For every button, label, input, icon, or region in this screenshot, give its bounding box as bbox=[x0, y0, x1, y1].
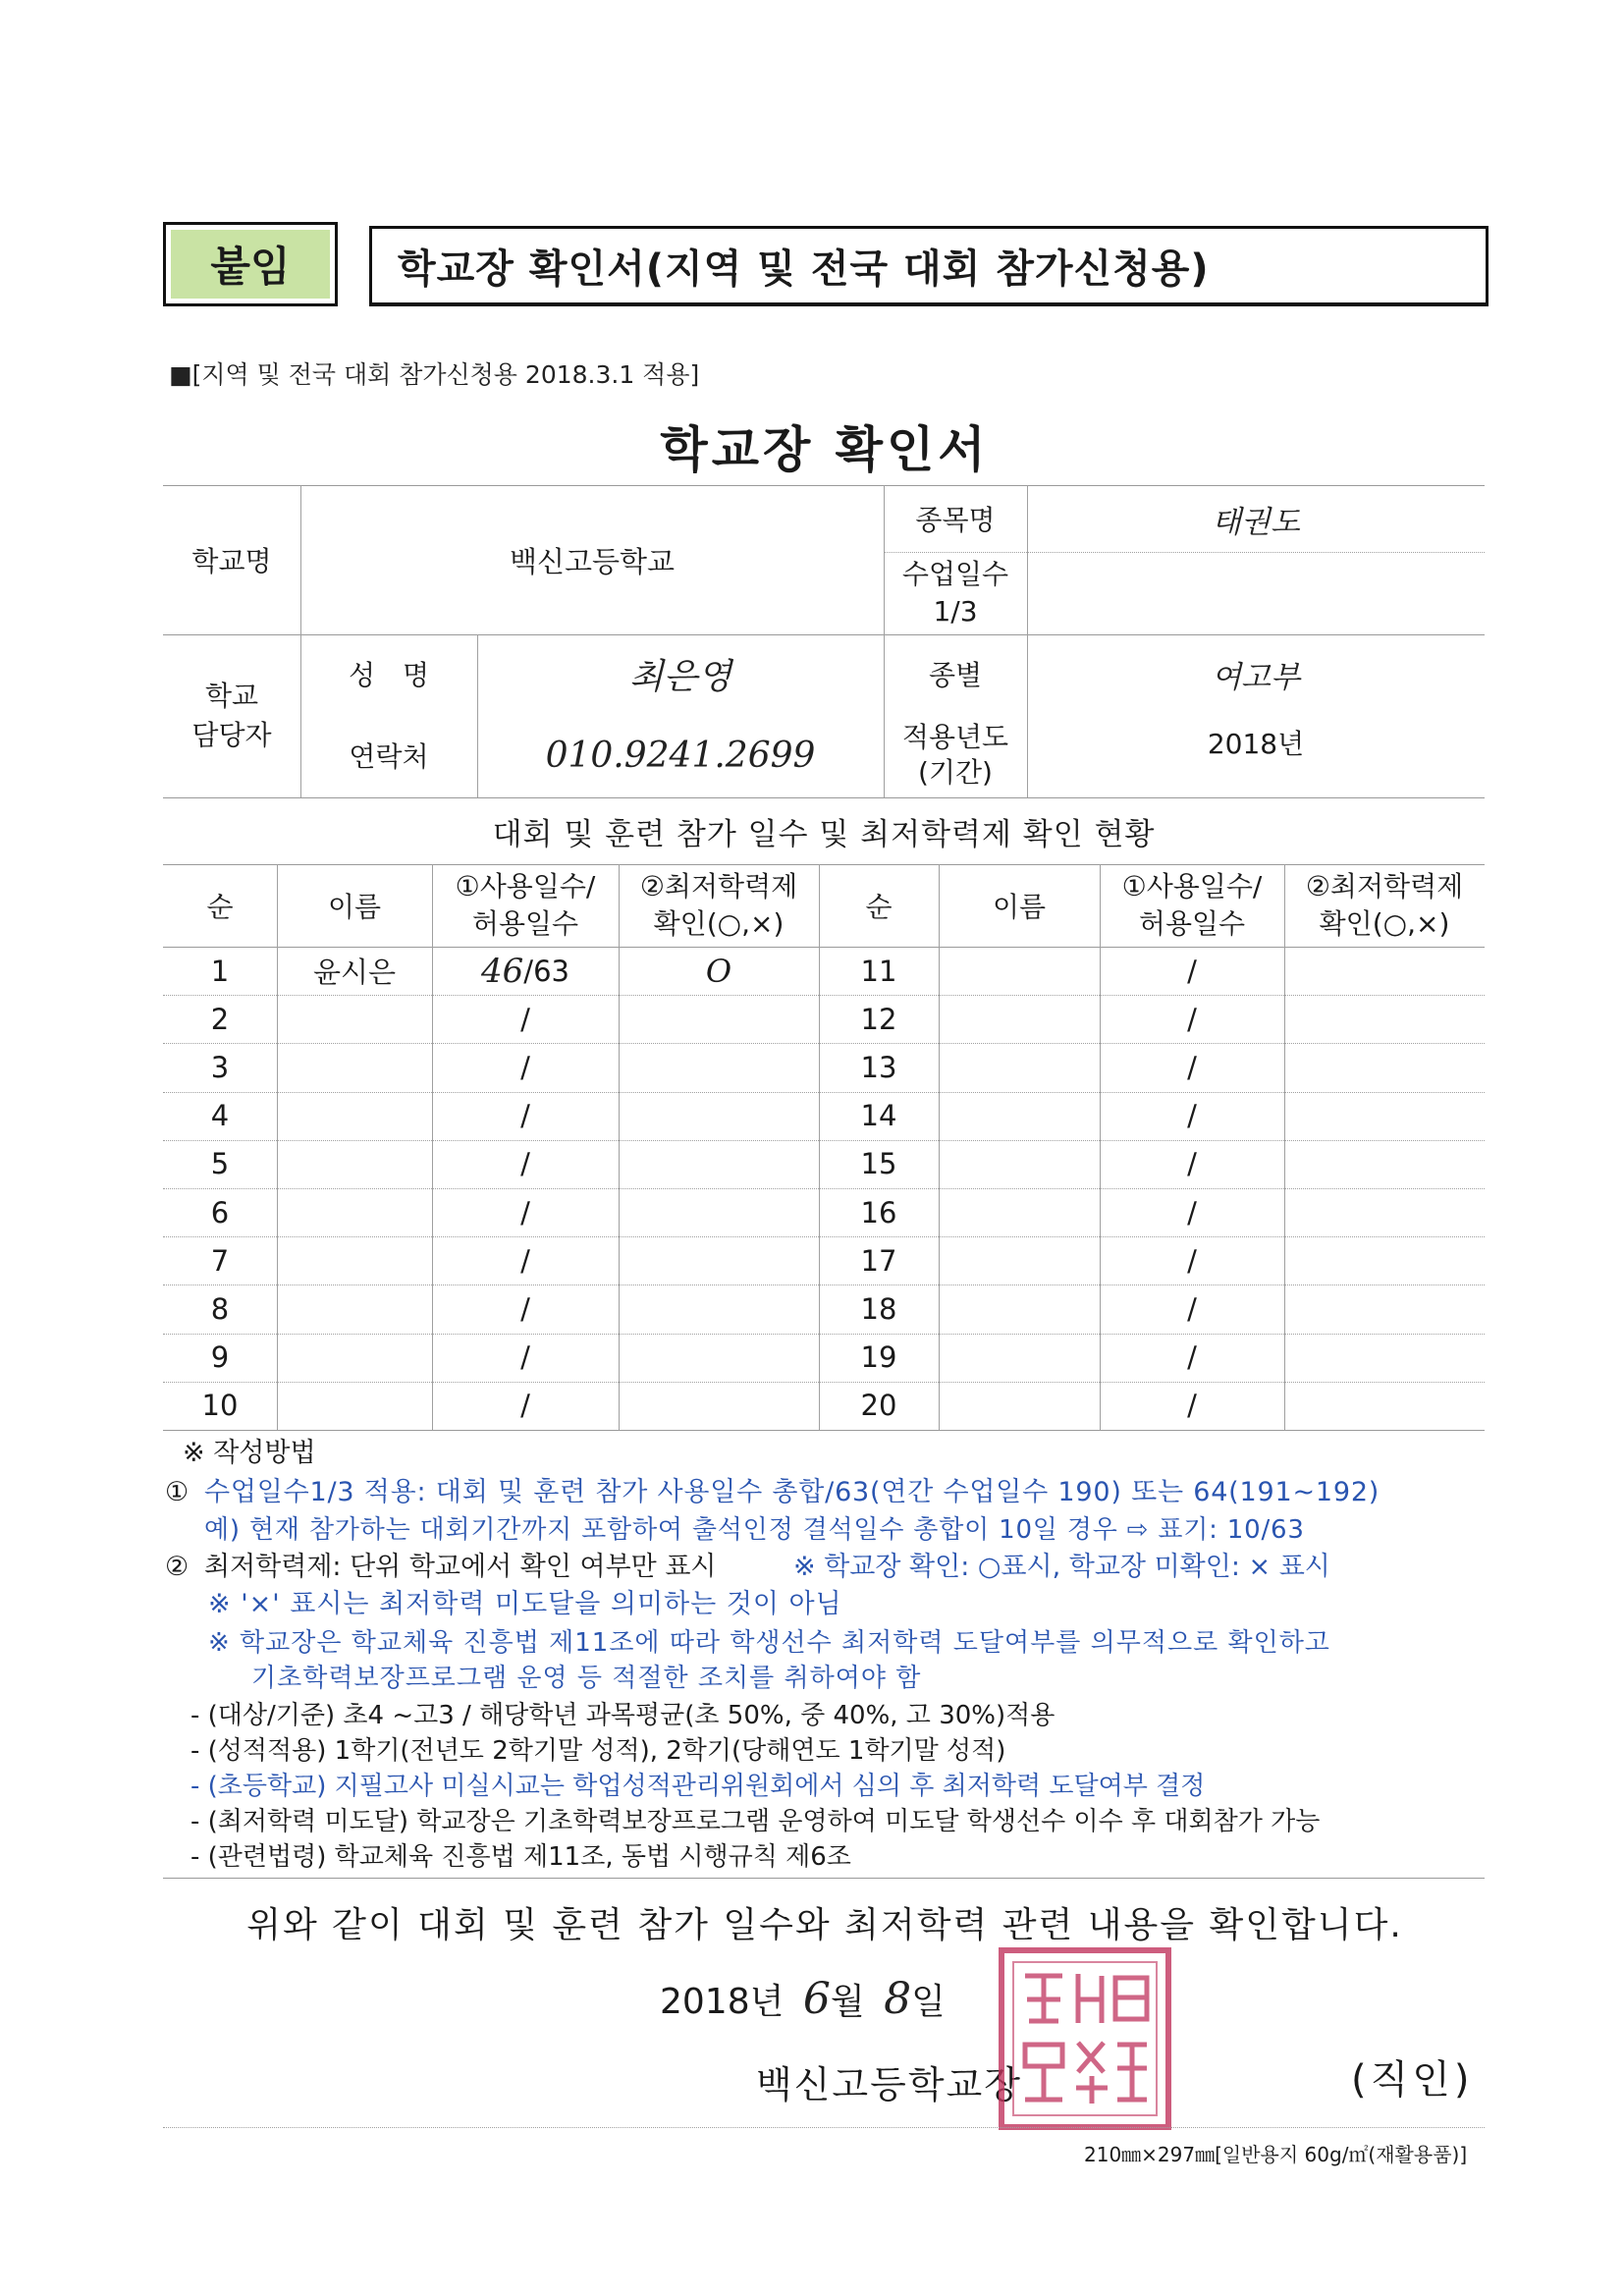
row-name-15 bbox=[939, 1140, 1100, 1188]
row-check-11 bbox=[1284, 947, 1485, 995]
row-no-7: 7 bbox=[210, 1243, 230, 1278]
class-days-label-text: 수업일수 bbox=[901, 558, 1009, 590]
row-check-3 bbox=[619, 1043, 819, 1091]
row-days-17: / bbox=[1187, 1243, 1197, 1278]
row-days-20: / bbox=[1187, 1389, 1197, 1423]
header-days-left-l2: 허용일수 bbox=[471, 907, 579, 940]
detail-5: - (관련법령) 학교체육 진흥법 제11조, 동법 시행규칙 제6조 bbox=[190, 1842, 851, 1872]
row-check-12 bbox=[1284, 995, 1485, 1043]
header-no-left: 순 bbox=[206, 891, 234, 923]
class-days-fraction: 1/3 bbox=[933, 595, 978, 628]
row-no-1: 1 bbox=[210, 954, 230, 988]
official-seal-icon bbox=[994, 1942, 1176, 2135]
note-3: ※ '×' 표시는 최저학력 미도달을 의미하는 것이 아님 bbox=[208, 1589, 842, 1619]
header-title: 학교장 확인서(지역 및 전국 대회 참가신청용) bbox=[398, 246, 1210, 292]
row-days-4 bbox=[432, 1092, 619, 1140]
row-name-14 bbox=[939, 1092, 1100, 1140]
row-days-5 bbox=[432, 1140, 619, 1188]
row-days-allowed-4: / bbox=[520, 1099, 530, 1133]
contact-label: 연락처 bbox=[349, 740, 429, 773]
row-no-9: 9 bbox=[210, 1340, 230, 1375]
event-label: 종목명 bbox=[915, 504, 996, 536]
row-name-11 bbox=[939, 947, 1100, 995]
date-month-unit: 월 bbox=[830, 1982, 865, 2022]
row-no-8: 8 bbox=[210, 1291, 230, 1326]
note-4-a: ※ 학교장은 학교체육 진흥법 제11조에 따라 학생선수 최저학력 도달여부를 의무적으로 확인하고 bbox=[208, 1628, 1330, 1658]
row-days-allowed-3: / bbox=[520, 1050, 530, 1084]
row-check-17 bbox=[1284, 1236, 1485, 1285]
row-name-8 bbox=[277, 1285, 432, 1333]
category-label: 종별 bbox=[928, 659, 983, 691]
row-days-allowed-2: / bbox=[520, 1002, 530, 1036]
doc-title: 학교장 확인서 bbox=[660, 421, 990, 478]
row-days-19: / bbox=[1187, 1340, 1197, 1375]
header-days-left-l1: ①사용일수/ bbox=[455, 870, 596, 902]
row-name-3 bbox=[277, 1043, 432, 1091]
row-days-18: / bbox=[1187, 1291, 1197, 1326]
header-days-right-l1: ①사용일수/ bbox=[1121, 870, 1263, 902]
row-check-16 bbox=[1284, 1188, 1485, 1236]
row-check-10 bbox=[619, 1382, 819, 1430]
row-days-7 bbox=[432, 1236, 619, 1285]
row-check-9 bbox=[619, 1334, 819, 1382]
year-label bbox=[884, 713, 1027, 797]
row-name-9 bbox=[277, 1334, 432, 1382]
row-days-15: / bbox=[1187, 1147, 1197, 1181]
row-name-12 bbox=[939, 995, 1100, 1043]
row-check-8 bbox=[619, 1285, 819, 1333]
note-4-b: 기초학력보장프로그램 운영 등 적절한 조치를 취하여야 함 bbox=[251, 1664, 922, 1693]
row-days-10 bbox=[432, 1382, 619, 1430]
row-check-4 bbox=[619, 1092, 819, 1140]
row-check-20 bbox=[1284, 1382, 1485, 1430]
school-name-label: 학교명 bbox=[191, 545, 272, 577]
category-value: 여고부 bbox=[1212, 659, 1300, 695]
row-name-6 bbox=[277, 1188, 432, 1236]
row-name-2 bbox=[277, 995, 432, 1043]
row-no-5: 5 bbox=[210, 1147, 230, 1181]
note-2-text-a: 최저학력제: 단위 학교에서 확인 여부만 표시 bbox=[204, 1552, 717, 1582]
row-days-1 bbox=[432, 947, 619, 995]
header-title-box bbox=[369, 226, 1489, 306]
row-days-16: / bbox=[1187, 1195, 1197, 1230]
school-name-value: 백신고등학교 bbox=[509, 544, 676, 578]
detail-4: - (최저학력 미도달) 학교장은 기초학력보장프로그램 운영하여 미도달 학생선수 이수 후 대회참가 가능 bbox=[190, 1807, 1321, 1836]
row-days-allowed-9: / bbox=[520, 1340, 530, 1375]
row-check-1: O bbox=[705, 952, 732, 990]
year-label-line1: 적용년도 bbox=[901, 721, 1009, 753]
year-value: 2018년 bbox=[1207, 728, 1305, 760]
name-label: 성 명 bbox=[348, 659, 430, 691]
row-name-10 bbox=[277, 1382, 432, 1430]
row-name-20 bbox=[939, 1382, 1100, 1430]
note-2-text-b: ※ 학교장 확인: ○표시, 학교장 미확인: × 표시 bbox=[793, 1552, 1330, 1582]
row-no-10: 10 bbox=[201, 1389, 239, 1423]
date-year: 2018년 bbox=[660, 1982, 785, 2022]
row-no-14: 14 bbox=[860, 1099, 897, 1133]
row-no-18: 18 bbox=[860, 1291, 897, 1326]
row-days-6 bbox=[432, 1188, 619, 1236]
row-check-19 bbox=[1284, 1334, 1485, 1382]
row-no-19: 19 bbox=[860, 1340, 897, 1375]
row-name-1: 윤시은 bbox=[312, 956, 397, 990]
manager-label-line1: 학교 bbox=[204, 680, 259, 712]
attachment-label: 붙임 bbox=[171, 230, 330, 299]
row-days-allowed-6: / bbox=[520, 1195, 530, 1230]
row-days-used-1: 46 bbox=[481, 951, 524, 991]
row-no-6: 6 bbox=[210, 1195, 230, 1230]
row-days-12: / bbox=[1187, 1002, 1197, 1036]
row-no-15: 15 bbox=[860, 1147, 897, 1181]
subtitle: ■[지역 및 전국 대회 참가신청용 2018.3.1 적용] bbox=[169, 360, 700, 389]
row-days-allowed-1: /63 bbox=[523, 954, 569, 988]
header-check-left-l1: ②최저학력제 bbox=[639, 870, 798, 902]
row-no-16: 16 bbox=[860, 1195, 897, 1230]
row-no-12: 12 bbox=[860, 1002, 897, 1036]
confirm-date bbox=[660, 1974, 946, 2024]
row-name-18 bbox=[939, 1285, 1100, 1333]
note-1-text: 수업일수1/3 적용: 대회 및 훈련 참가 사용일수 총합/63(연간 수업일수 190) 또는 64(191~192) bbox=[204, 1477, 1380, 1507]
class-days-label bbox=[884, 552, 1027, 634]
row-check-18 bbox=[1284, 1285, 1485, 1333]
row-name-7 bbox=[277, 1236, 432, 1285]
footer-paper-spec: 210㎜×297㎜[일반용지 60g/㎡(재활용품)] bbox=[1084, 2143, 1468, 2166]
row-days-11: / bbox=[1187, 954, 1197, 988]
seal-label: (직인) bbox=[1351, 2057, 1474, 2103]
row-name-4 bbox=[277, 1092, 432, 1140]
row-check-2 bbox=[619, 995, 819, 1043]
row-days-14: / bbox=[1187, 1099, 1197, 1133]
note-2-mark: ② bbox=[165, 1552, 189, 1582]
date-day: 8 bbox=[884, 1974, 912, 2024]
row-no-20: 20 bbox=[860, 1389, 897, 1423]
name-signature: 최은영 bbox=[628, 656, 732, 697]
row-name-5 bbox=[277, 1140, 432, 1188]
header-check-right bbox=[1284, 864, 1485, 947]
header-name-right: 이름 bbox=[992, 891, 1047, 923]
row-name-16 bbox=[939, 1188, 1100, 1236]
row-check-7 bbox=[619, 1236, 819, 1285]
row-days-9 bbox=[432, 1334, 619, 1382]
header-no-right: 순 bbox=[865, 891, 893, 923]
row-no-4: 4 bbox=[210, 1099, 230, 1133]
detail-3: - (초등학교) 지필고사 미실시교는 학업성적관리위원회에서 심의 후 최저학력 도달여부 결정 bbox=[190, 1772, 1206, 1801]
manager-label bbox=[163, 634, 300, 797]
row-check-14 bbox=[1284, 1092, 1485, 1140]
row-days-allowed-5: / bbox=[520, 1147, 530, 1181]
note-1-mark: ① bbox=[165, 1477, 189, 1507]
row-days-2 bbox=[432, 995, 619, 1043]
header-name-left: 이름 bbox=[327, 891, 382, 923]
row-no-11: 11 bbox=[860, 954, 897, 988]
header-days-right bbox=[1100, 864, 1284, 947]
row-days-allowed-8: / bbox=[520, 1291, 530, 1326]
row-no-17: 17 bbox=[860, 1243, 897, 1278]
confirm-statement: 위와 같이 대회 및 훈련 참가 일수와 최저학력 관련 내용을 확인합니다. bbox=[246, 1905, 1403, 1945]
row-check-6 bbox=[619, 1188, 819, 1236]
detail-2: - (성적적용) 1학기(전년도 2학기말 성적), 2학기(당해연도 1학기말 성적) bbox=[190, 1736, 1006, 1766]
section-title: 대회 및 훈련 참가 일수 및 최저학력제 확인 현황 bbox=[492, 816, 1156, 852]
attachment-label-box bbox=[163, 222, 338, 306]
row-name-13 bbox=[939, 1043, 1100, 1091]
header-check-right-l1: ②최저학력제 bbox=[1305, 870, 1464, 902]
detail-1: - (대상/기준) 초4 ~고3 / 해당학년 과목평균(초 50%, 중 40%, 고 30%)적용 bbox=[190, 1701, 1056, 1730]
event-value: 태권도 bbox=[1212, 504, 1300, 540]
manager-label-line2: 담당자 bbox=[191, 719, 272, 751]
row-check-15 bbox=[1284, 1140, 1485, 1188]
contact-value: 010.9241.2699 bbox=[545, 735, 816, 776]
row-days-allowed-7: / bbox=[520, 1243, 530, 1278]
row-no-3: 3 bbox=[210, 1050, 230, 1084]
date-month: 6 bbox=[802, 1974, 831, 2024]
notes-heading: ※ 작성방법 bbox=[183, 1438, 316, 1468]
row-days-13: / bbox=[1187, 1050, 1197, 1084]
header-days-right-l2: 허용일수 bbox=[1138, 907, 1246, 940]
row-name-19 bbox=[939, 1334, 1100, 1382]
header-check-left bbox=[619, 864, 819, 947]
row-check-5 bbox=[619, 1140, 819, 1188]
row-days-allowed-10: / bbox=[520, 1389, 530, 1423]
row-name-17 bbox=[939, 1236, 1100, 1285]
row-days-3 bbox=[432, 1043, 619, 1091]
header-days-left bbox=[432, 864, 619, 947]
row-no-2: 2 bbox=[210, 1002, 230, 1036]
year-label-line2: (기간) bbox=[918, 756, 993, 789]
row-no-13: 13 bbox=[860, 1050, 897, 1084]
date-day-unit: 일 bbox=[911, 1982, 946, 2022]
principal-name: 백신고등학교장 bbox=[756, 2063, 1022, 2106]
header-check-left-l2: 확인(○,×) bbox=[653, 907, 785, 940]
row-days-8 bbox=[432, 1285, 619, 1333]
header-check-right-l2: 확인(○,×) bbox=[1319, 907, 1450, 940]
note-1-example: 예) 현재 참가하는 대회기간까지 포함하여 출석인정 결석일수 총합이 10일 경우 ⇨ 표기: 10/63 bbox=[204, 1515, 1305, 1545]
row-check-13 bbox=[1284, 1043, 1485, 1091]
